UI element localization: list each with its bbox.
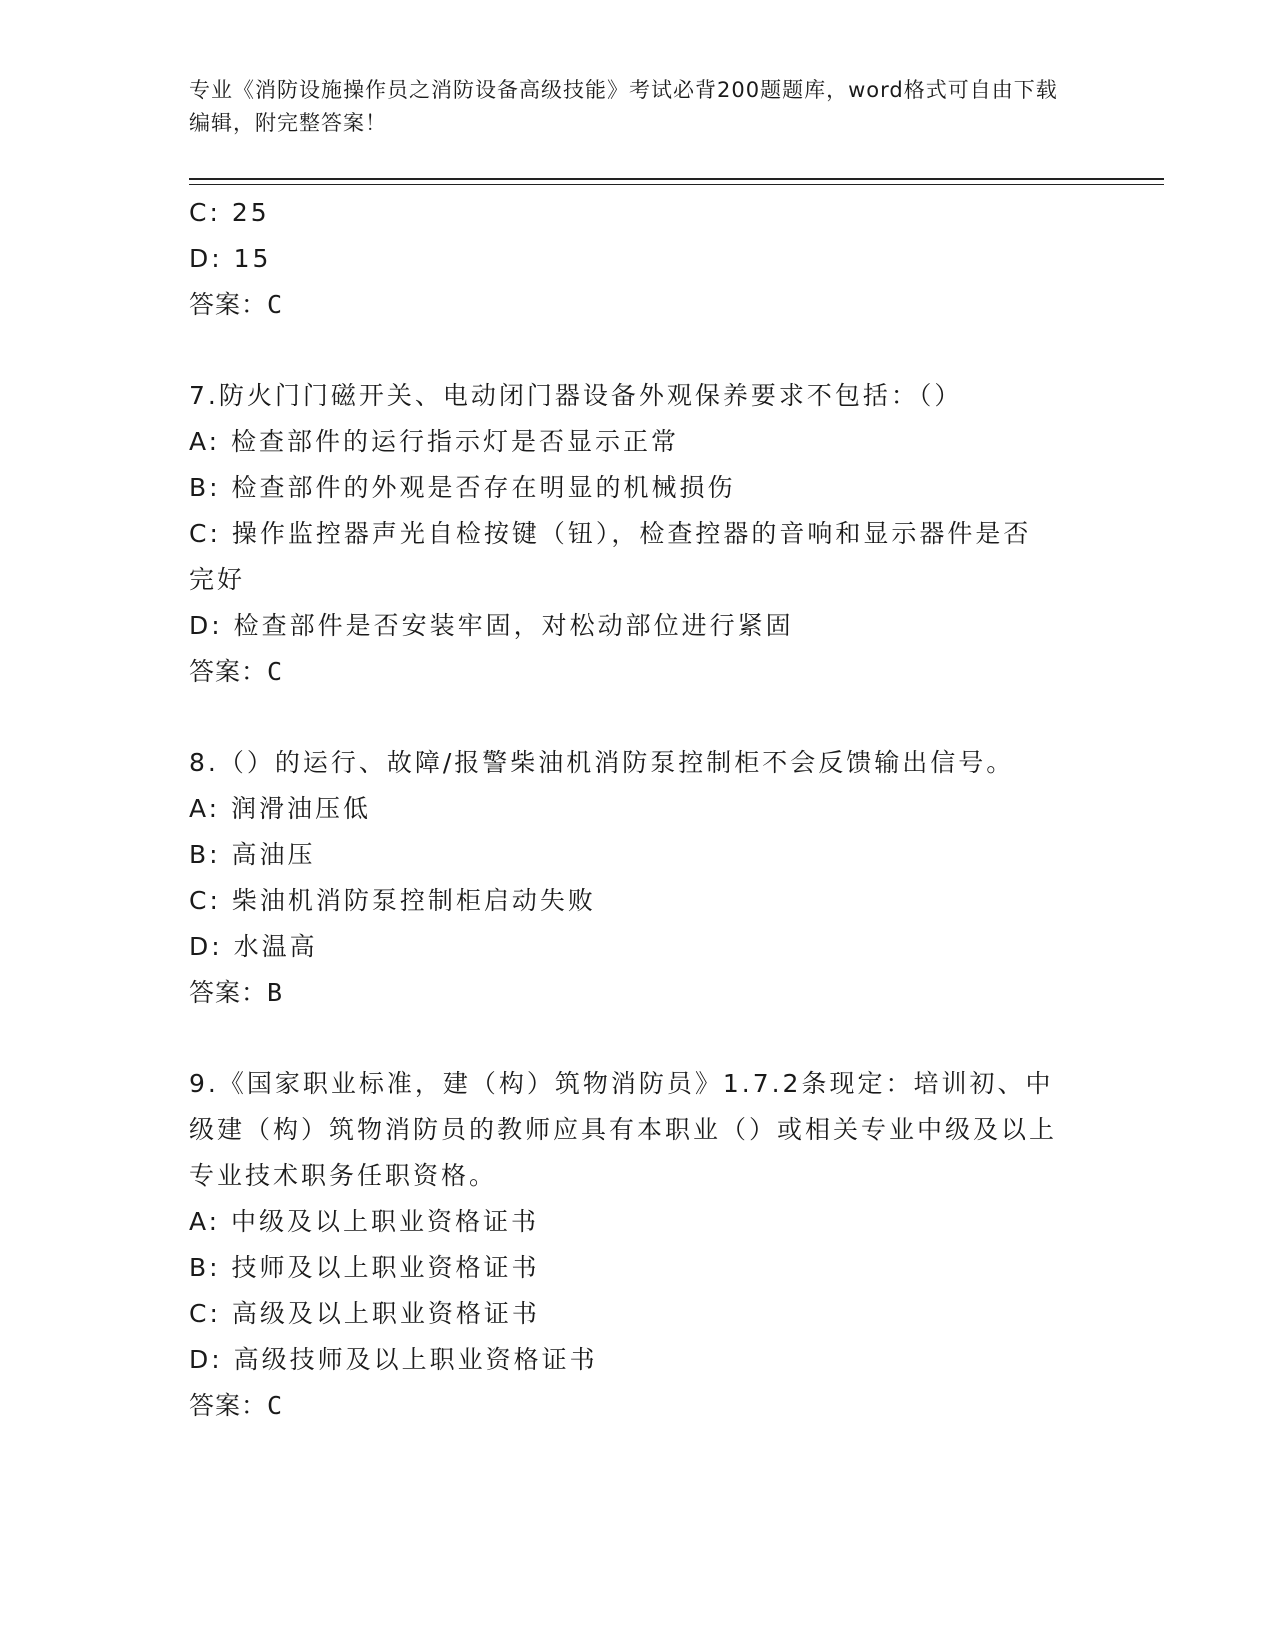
answer: 答案：C [189, 290, 284, 319]
answer: 答案：C [189, 1391, 284, 1420]
answer: 答案：B [189, 978, 284, 1007]
question-7 [189, 373, 1089, 695]
option-c: C: 操作监控器声光自检按键（钮），检查控器的音响和显示器件是否完好 [189, 519, 1032, 594]
option-c: C: 柴油机消防泵控制柜启动失败 [189, 886, 596, 915]
option-a: A: 中级及以上职业资格证书 [189, 1207, 540, 1236]
question-stem: 7.防火门门磁开关、电动闭门器设备外观保养要求不包括：（） [189, 381, 963, 410]
question-8 [189, 740, 1089, 1016]
option-c: C: 高级及以上职业资格证书 [189, 1299, 540, 1328]
header-divider-thin [189, 184, 1164, 185]
header-divider-thick [189, 178, 1164, 180]
answer: 答案：C [189, 657, 284, 686]
option-d: D: 高级技师及以上职业资格证书 [189, 1345, 598, 1374]
option-d: D: 检查部件是否安装牢固，对松动部位进行紧固 [189, 611, 794, 640]
carryover-question [189, 190, 1089, 328]
document-header: 专业《消防设施操作员之消防设备高级技能》考试必背200题题库，word格式可自由下载编辑，附完整答案！ [189, 78, 1058, 135]
question-list [189, 190, 1089, 1429]
option-a: A: 润滑油压低 [189, 794, 372, 823]
option-b: B: 技师及以上职业资格证书 [189, 1253, 540, 1282]
option-d: D: 水温高 [189, 932, 318, 961]
question-stem: 8.（）的运行、故障/报警柴油机消防泵控制柜不会反馈输出信号。 [189, 748, 1015, 777]
option-b: B: 高油压 [189, 840, 316, 869]
option-b: B: 检查部件的外观是否存在明显的机械损伤 [189, 473, 736, 502]
option-c: C: 25 [189, 198, 270, 227]
question-stem: 9.《国家职业标准，建（构）筑物消防员》1.7.2条现定：培训初、中级建（构）筑物消防员的教师应具有本职业（）或相关专业中级及以上专业技术职务任职资格。 [189, 1069, 1058, 1190]
question-9 [189, 1061, 1089, 1429]
option-a: A: 检查部件的运行指示灯是否显示正常 [189, 427, 680, 456]
option-d: D: 15 [189, 244, 272, 273]
